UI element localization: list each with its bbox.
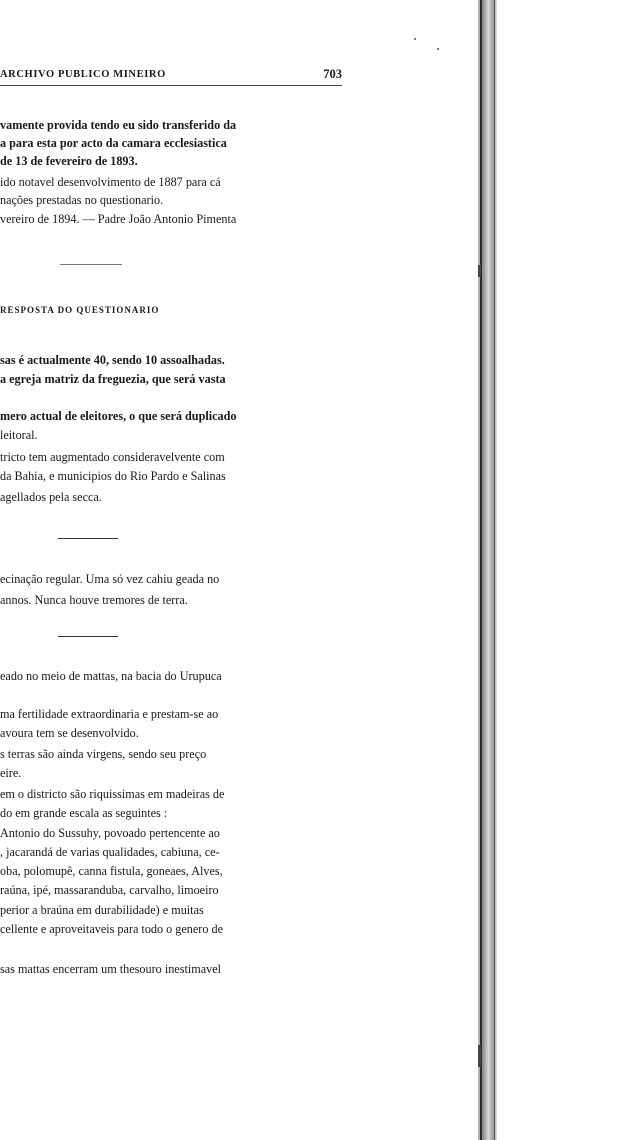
scan-mark (478, 265, 481, 277)
text-line: sas é actualmente 40, sendo 10 assoalhadas. (0, 353, 225, 367)
text-line: ido notavel desenvolvimento de 1887 para cá (0, 175, 221, 189)
text-line: ma fertilidade extraordinaria e prestam-se ao (0, 707, 219, 721)
separator-rule (58, 636, 118, 637)
spine-edge (480, 0, 482, 1140)
text-line: em o districto são riquissimas em madeiras de (0, 787, 225, 801)
separator-rule (58, 538, 118, 539)
text-line: avoura tem se desenvolvido. (0, 726, 139, 740)
text-line: annos. Nunca houve tremores de terra. (0, 593, 188, 607)
text-line: leitoral. (0, 428, 38, 442)
text-line: raúna, ipé, massaranduba, carvalho, limoeiro (0, 883, 219, 897)
text-line: a para esta por acto da camara ecclesiastica (0, 136, 227, 150)
text-line: perior a braúna em durabilidade) e muitas (0, 903, 204, 917)
text-line: ecinação regular. Uma só vez cahiu geada no (0, 572, 220, 586)
page-header (0, 67, 342, 86)
text-line: nações prestadas no questionario. (0, 193, 164, 207)
text-line: de 13 de fevereiro de 1893. (0, 154, 138, 168)
text-line: s terras são ainda virgens, sendo seu preço (0, 747, 207, 761)
separator-rule (60, 264, 122, 265)
scan-speck (414, 38, 416, 40)
spine-edge (494, 0, 495, 1140)
text-line: , jacarandá de varias qualidades, cabiuna, ce- (0, 845, 220, 859)
scan-mark (478, 1045, 481, 1067)
text-line: do em grande escala as seguintes : (0, 806, 168, 820)
text-line: mero actual de eleitores, o que será duplicado (0, 409, 237, 423)
text-line: sas mattas encerram um thesouro inestimavel (0, 962, 221, 976)
text-line: vamente provida tendo eu sido transferido da (0, 118, 237, 132)
text-line: vereiro de 1894. — Padre João Antonio Pimenta (0, 212, 237, 226)
section-heading: RESPOSTA DO QUESTIONARIO (0, 305, 160, 315)
text-line: da Bahia, e municipios do Rio Pardo e Salinas (0, 469, 226, 483)
text-line: agellados pela secca. (0, 490, 102, 504)
text-line: Antonio do Sussuhy, povoado pertencente ao (0, 826, 220, 840)
scan-speck (437, 48, 439, 50)
text-line: cellente e aproveitaveis para todo o genero de (0, 922, 223, 936)
text-line: tricto tem augmentado consideravelvente com (0, 450, 225, 464)
text-line: oba, polomupê, canna fistula, goneaes, Alves, (0, 864, 223, 878)
running-head: ARCHIVO PUBLICO MINEIRO (0, 69, 166, 80)
text-line: eire. (0, 766, 22, 780)
page-number: 703 (323, 67, 342, 81)
text-line: a egreja matriz da freguezia, que será vasta (0, 372, 226, 386)
text-line: eado no meio de mattas, na bacia do Urupuca (0, 669, 222, 683)
